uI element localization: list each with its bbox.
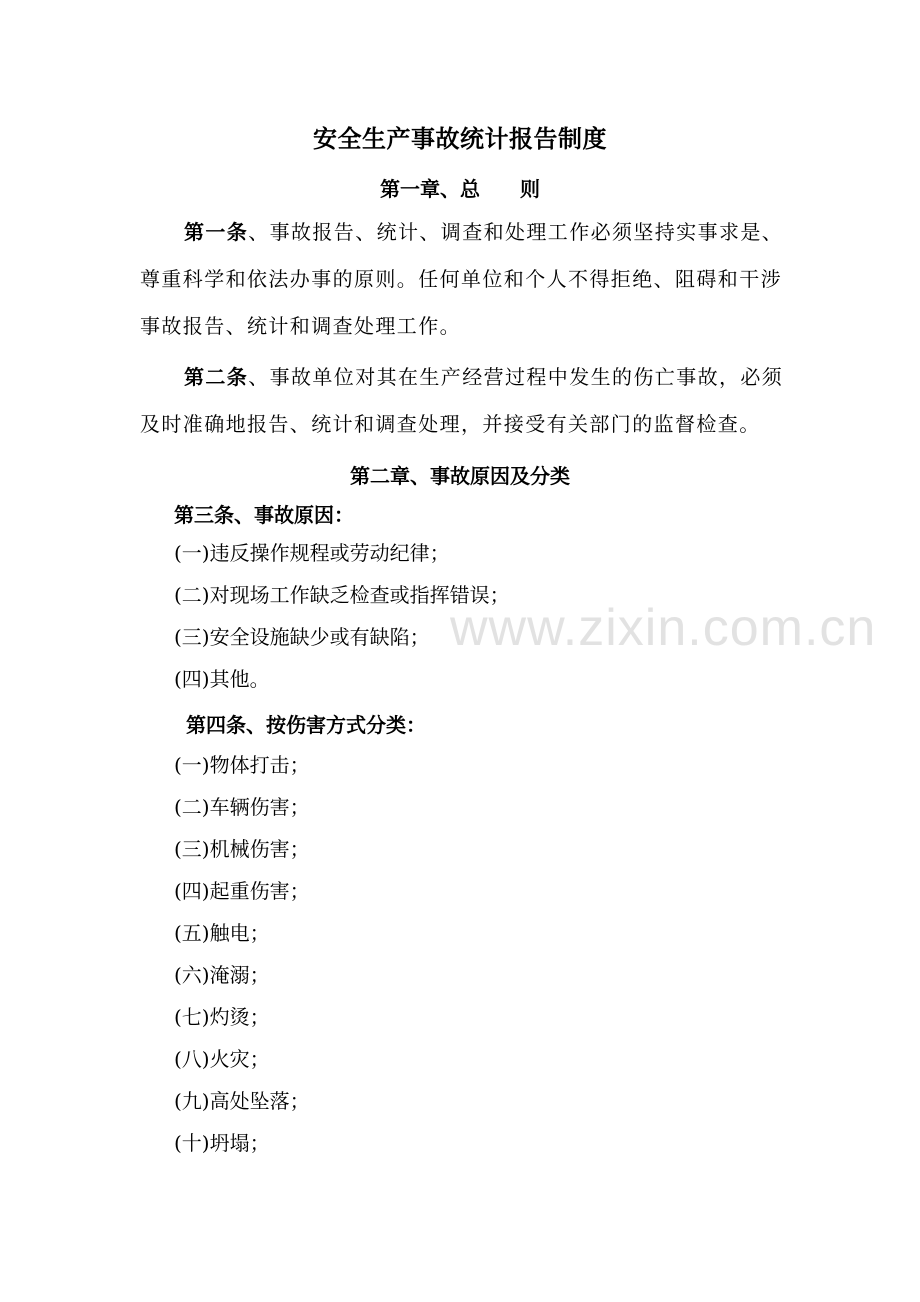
- list-item: (四)其他。: [174, 667, 270, 691]
- list-item: (六)淹溺；: [174, 963, 270, 987]
- list-item: (七)灼烫；: [174, 1005, 270, 1029]
- watermark: www.zixin.com.cn: [450, 599, 877, 657]
- article-2-paragraph: [140, 354, 790, 448]
- list-item: (五)触电；: [174, 921, 270, 945]
- list-item: (二)对现场工作缺乏检查或指挥错误；: [174, 583, 510, 607]
- list-item: (三)机械伤害；: [174, 837, 310, 861]
- list-item: (十)坍塌；: [174, 1131, 270, 1155]
- list-item: (四)起重伤害；: [174, 879, 310, 903]
- article-2-label: 第二条: [184, 365, 249, 389]
- document-title: 安全生产事故统计报告制度: [313, 124, 607, 153]
- accident-causes-list: [174, 532, 510, 700]
- article-4-heading: 第四条、按伤害方式分类：: [186, 713, 426, 737]
- list-item: (三)安全设施缺少或有缺陷；: [174, 625, 430, 649]
- article-1-label: 第一条: [184, 220, 249, 244]
- article-3-heading: 第三条、事故原因：: [174, 503, 354, 527]
- article-2-text: 、事故单位对其在生产经营过程中发生的伤亡事故，必须及时准确地报告、统计和调查处理，并接受有关部门的监督检查。: [140, 365, 784, 436]
- article-1-text: 、事故报告、统计、调查和处理工作必须坚持实事求是、尊重科学和依法办事的原则。任何单位和个人不得拒绝、阻碍和干涉事故报告、统计和调查处理工作。: [140, 220, 784, 338]
- list-item: (八)火灾；: [174, 1047, 270, 1071]
- chapter-2-heading: 第二章、事故原因及分类: [350, 464, 570, 488]
- chapter-1-heading: 第一章、总 则: [380, 177, 540, 201]
- list-item: (九)高处坠落；: [174, 1089, 310, 1113]
- injury-types-list: [174, 744, 310, 1164]
- list-item: (一)违反操作规程或劳动纪律；: [174, 541, 450, 565]
- list-item: (一)物体打击；: [174, 753, 310, 777]
- article-1-paragraph: [140, 209, 790, 350]
- list-item: (二)车辆伤害；: [174, 795, 310, 819]
